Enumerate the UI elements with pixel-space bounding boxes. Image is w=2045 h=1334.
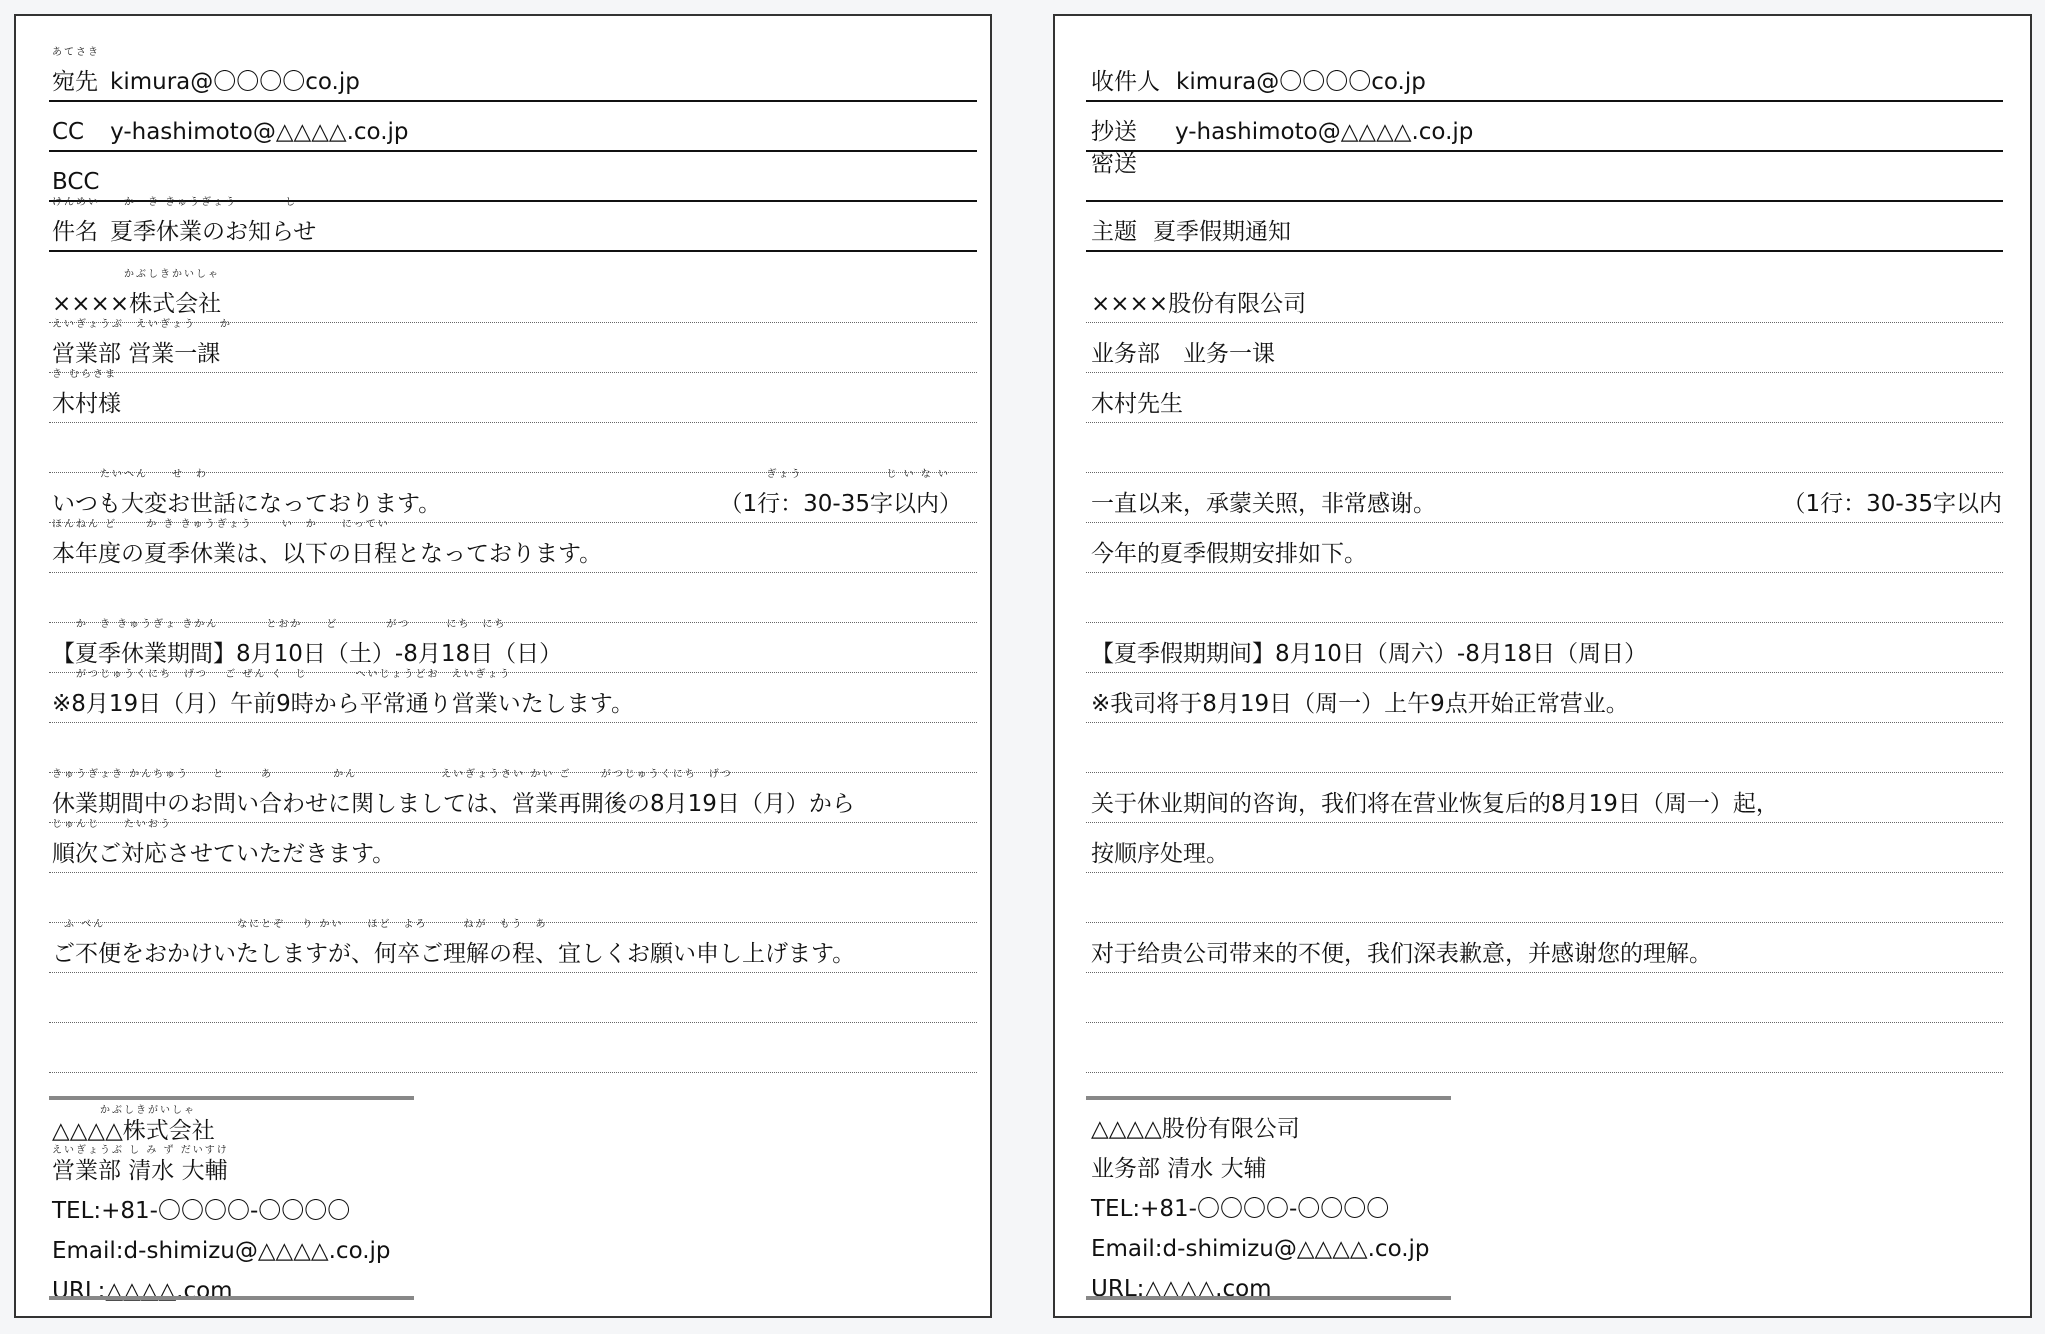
ruby-annotation: ほんねん ど か き きゅうぎょう い か にってい [52,519,390,530]
body-text: 木村様 [52,391,121,417]
subject-row [16,197,990,250]
japanese-email-template [14,14,992,1318]
body-text: 木村先生 [1091,391,1183,417]
ruby-annotation: かぶしきかいしゃ [52,269,220,280]
body-line [1055,422,2030,472]
ruby-annotation: かぶしきがいしゃ [52,1105,196,1116]
body-text: 休業期間中のお問い合わせに関しましては、営業再開後の8月19日（月）から [52,791,855,817]
to-value: kimura@〇〇〇〇co.jp [110,69,360,95]
header-rule [1086,250,2003,252]
body-text: 【夏季休業期間】8月10日（土）-8月18日（日） [52,641,563,667]
body-text: 对于给贵公司带来的不便，我们深表歉意，并感谢您的理解。 [1091,941,1712,967]
signature-company: △△△△股份有限公司 [1091,1116,1300,1142]
ruby-annotation: あてさき [52,47,100,58]
cc-value: y-hashimoto@△△△△.co.jp [1175,119,1474,145]
header-rule [49,250,977,252]
signature-bottom-rule [1086,1296,1451,1300]
body-line [16,872,990,922]
body-line [1055,722,2030,772]
body-line [16,572,990,622]
body-text: 今年的夏季假期安排如下。 [1091,541,1367,567]
ruby-annotation: がつじゅうくにち げつ ご ぜん く じ へいじょうどお えいぎょう [52,669,512,680]
bcc-label: 密送 [1091,151,1137,177]
ruby-annotation: えいぎょうぶ し み ず だいすけ [52,1145,229,1156]
line-length-note: （1行：30-35字以内 [1782,491,2002,517]
signature-url: URL:△△△△.com [52,1278,233,1304]
signature-company: かぶしきがいしゃ △△△△株式会社 [52,1105,215,1144]
body-line [1055,972,2030,1022]
body-text: 关于休业期间的咨询，我们将在营业恢复后的8月19日（周一）起， [1091,791,1779,817]
ruby-annotation: か き きゅうぎょ きかん とおか ど がつ にち にち [52,619,507,630]
cc-label: CC [52,119,85,145]
chinese-email-template [1053,14,2032,1318]
body-line [1055,572,2030,622]
ruby-annotation: ふ べん なにとぞ り かい ほど よろ ねが もう あ [52,919,548,930]
subject-value: 夏季休業のお知らせ [110,219,317,245]
signature-name: 业务部 清水 大辅 [1091,1156,1267,1182]
body-line [1055,322,2030,372]
signature-url: URL:△△△△.com [1091,1276,1272,1302]
signature-tel: TEL:+81-〇〇〇〇-〇〇〇〇 [1091,1196,1390,1222]
body-line [16,519,990,572]
signature-top-rule [49,1096,414,1100]
ruby-annotation: けんめい か き きゅうぎょう し [52,197,298,208]
ruby-annotation: き むらさま [52,369,118,380]
body-line [1055,822,2030,872]
body-text: ※8月19日（月）午前9時から平常通り営業いたします。 [52,691,634,717]
body-line [16,269,990,322]
body-line [16,319,990,372]
body-text: ※我司将于8月19日（周一）上午9点开始正常营业。 [1091,691,1629,717]
ruby-annotation: ぎょう じ い な い [766,469,950,480]
body-line [1055,772,2030,822]
body-line [1055,372,2030,422]
body-text: 順次ご対応させていただきます。 [52,841,396,867]
body-line [1055,522,2030,572]
body-text: ××××股份有限公司 [1091,291,1307,317]
signature-email: Email:d-shimizu@△△△△.co.jp [52,1238,391,1264]
to-label: 收件人 [1091,69,1160,95]
ruby-annotation: じゅんじ たいおう [52,819,172,830]
subject-label: 件名 [52,219,98,245]
signature-tel: TEL:+81-〇〇〇〇-〇〇〇〇 [52,1198,351,1224]
body-text: ご不便をおかけいたしますが、何卒ご理解の程、宜しくお願い申し上げます。 [52,941,856,967]
body-line [1055,472,2030,522]
body-line [1055,872,2030,922]
body-line [16,1022,990,1072]
dotted-rule [1086,1072,2003,1073]
ruby-annotation: たいへん せ わ [52,469,208,480]
body-text: 営業部 営業一課 [52,341,221,367]
body-text: 业务部 业务一课 [1091,341,1275,367]
body-line [1055,1022,2030,1072]
body-line [16,722,990,772]
body-line [1055,622,2030,672]
cc-row [16,100,990,150]
ruby-annotation: えいぎょうぶ えいぎょう か [52,319,232,330]
subject-label: 主题 [1091,219,1137,245]
body-line [16,769,990,822]
body-text: 本年度の夏季休業は、以下の日程となっております。 [52,541,603,567]
subject-row [1055,200,2030,250]
body-line [16,369,990,422]
signature-bottom-rule [49,1296,414,1300]
body-line [1055,272,2030,322]
to-value: kimura@〇〇〇〇co.jp [1176,69,1426,95]
cc-value: y-hashimoto@△△△△.co.jp [110,119,409,145]
body-line [16,819,990,872]
body-text: いつも大変お世話になっております。 [52,491,442,517]
bcc-label: BCC [52,169,100,195]
bcc-row [1055,140,2030,190]
body-text: 【夏季假期期间】8月10日（周六）-8月18日（周日） [1091,641,1648,667]
signature-top-rule [1086,1096,1451,1100]
body-line [16,422,990,472]
body-line [16,669,990,722]
body-line [16,919,990,972]
line-length-note: （1行：30-35字以内） [719,491,962,517]
body-line [16,469,990,522]
bcc-row [16,150,990,200]
signature-email: Email:d-shimizu@△△△△.co.jp [1091,1236,1430,1262]
body-text: ××××株式会社 [52,291,222,317]
body-line [1055,922,2030,972]
signature-name: えいぎょうぶ し み ず だいすけ 営業部 清水 大輔 [52,1145,229,1184]
ruby-annotation: きゅうぎょき かんちゅう と あ かん えいぎょうさい かい ご がつじゅうくにち げつ [52,769,733,780]
body-line [16,972,990,1022]
dotted-rule [49,1072,977,1073]
body-line [16,619,990,672]
to-label: 宛先 [52,69,98,95]
body-text: 一直以来，承蒙关照，非常感谢。 [1091,491,1436,517]
body-text: 按顺序处理。 [1091,841,1229,867]
cc-label: 抄送 [1091,119,1137,145]
to-row [1055,50,2030,100]
to-row [16,47,990,100]
body-line [1055,672,2030,722]
subject-value: 夏季假期通知 [1153,219,1291,245]
